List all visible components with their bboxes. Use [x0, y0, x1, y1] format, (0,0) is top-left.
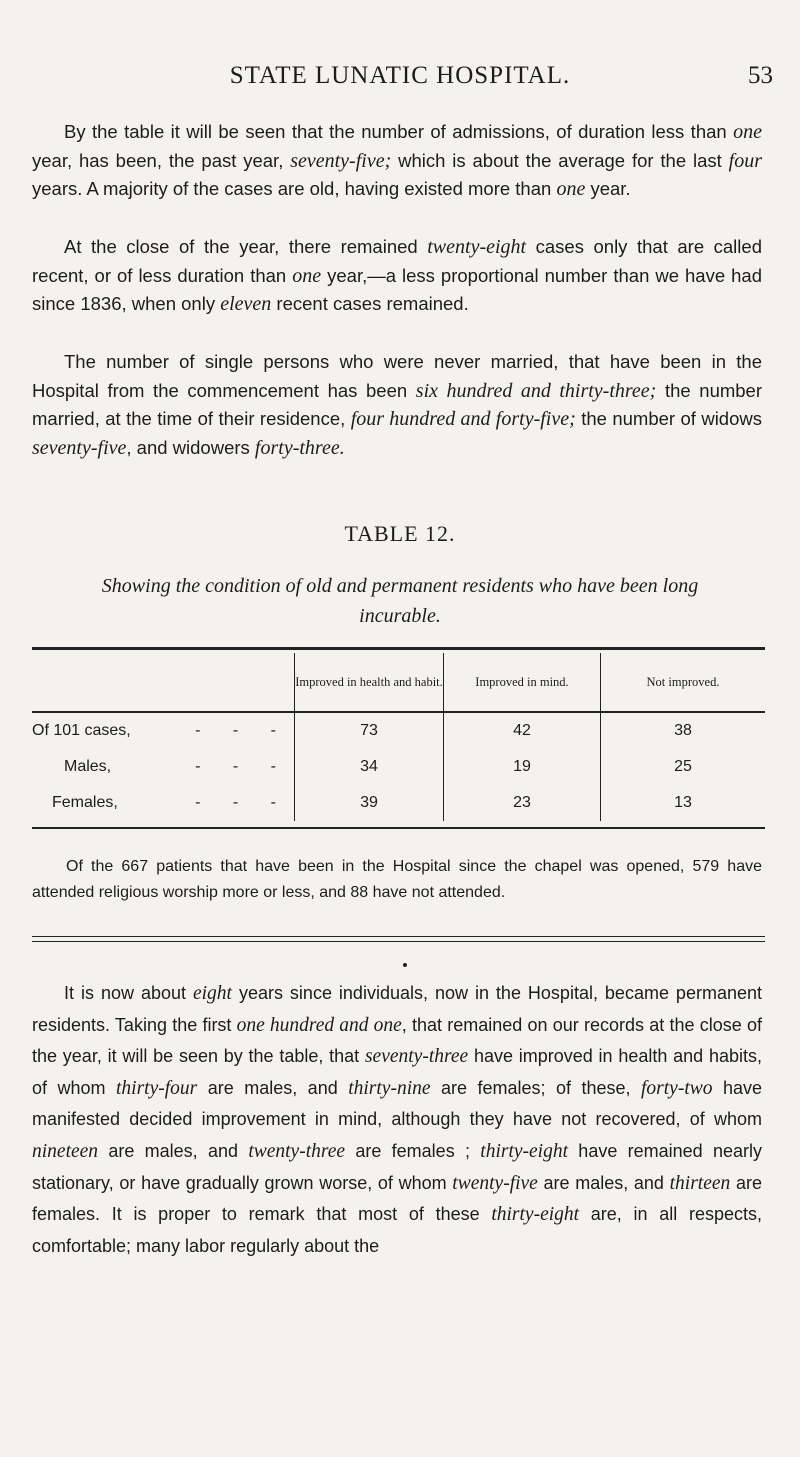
- paragraph-admissions: [32, 118, 762, 204]
- emphasis-text: seventy-five;: [290, 149, 392, 172]
- text-run: have improved in health and habits, of whom: [32, 1046, 763, 1098]
- emphasis-text: seventy-three: [364, 1046, 469, 1068]
- cell-not-improved: 25: [601, 749, 766, 785]
- section-rule-upper: [32, 936, 765, 937]
- section-rule-lower: [32, 941, 765, 942]
- emphasis-text: eleven: [220, 293, 272, 316]
- emphasis-text: eight: [192, 983, 232, 1004]
- emphasis-text: seventy-five: [32, 436, 127, 459]
- text-run: are females; of these,: [430, 1077, 641, 1098]
- text-run: cases only that are called recent, or of less duration than: [32, 236, 762, 286]
- emphasis-text: forty-three.: [254, 436, 345, 459]
- row-label: [32, 785, 295, 821]
- text-run: year,—a less proportional number than we have had since 1836, when only: [32, 264, 762, 315]
- condition-table: [32, 653, 765, 821]
- text-run: , that remained on our records at the close of the year, it will be seen by the table, that: [32, 1014, 762, 1067]
- chapel-note: [32, 854, 762, 906]
- cell-mind: 19: [444, 749, 601, 785]
- text-run: are males, and: [537, 1172, 670, 1193]
- emphasis-text: four: [728, 149, 762, 172]
- table-row: [32, 712, 765, 749]
- cell-not-improved: 38: [601, 712, 766, 749]
- text-run: are females. It is proper to remark that most of these: [32, 1172, 762, 1225]
- table-corner: [32, 653, 295, 712]
- table-row: [32, 785, 765, 821]
- row-label: [32, 749, 295, 785]
- running-header: [0, 62, 800, 92]
- emphasis-text: thirteen: [669, 1172, 731, 1194]
- cell-health: 39: [295, 785, 444, 821]
- table-header-row: [32, 653, 765, 712]
- text-run: are males, and: [98, 1140, 249, 1161]
- cell-mind: 42: [444, 712, 601, 749]
- text-run: years. A majority of the cases are old, having existed more than: [32, 178, 557, 200]
- text-run: year, has been, the past year,: [32, 149, 291, 171]
- leader-dashes: - - -: [195, 722, 290, 739]
- emphasis-text: forty-two: [641, 1077, 713, 1099]
- paragraph-recent-cases: [32, 233, 762, 319]
- emphasis-text: one: [292, 264, 322, 287]
- row-label-text: Of 101 cases,: [32, 722, 131, 739]
- text-run: It is now about: [64, 983, 193, 1003]
- text-run: are females ;: [345, 1140, 481, 1161]
- table-top-rule: [32, 647, 765, 650]
- row-label-text: Males,: [64, 758, 112, 775]
- chapel-note-text: Of the 667 patients that have been in the Hospital since the chapel was opened, 579 have attended religious worship more or less, and 88 have not attended.: [32, 858, 762, 901]
- text-run: By the table it will be seen that the number of admissions, of duration less than: [64, 121, 734, 142]
- text-run: have remained nearly stationary, or have gradually grown worse, of whom: [32, 1140, 762, 1193]
- table-heading: TABLE 12.: [344, 521, 456, 546]
- text-run: years since individuals, now in the Hospital, became permanent residents. Taking the first: [32, 983, 762, 1035]
- table-bottom-rule: [32, 827, 765, 829]
- text-run: are males, and: [197, 1077, 349, 1098]
- emphasis-text: twenty-five: [452, 1172, 538, 1194]
- column-header-health: Improved in health and habit.: [295, 653, 444, 712]
- emphasis-text: six hundred and thirty-three;: [415, 379, 657, 402]
- cell-not-improved: 13: [601, 785, 766, 821]
- column-header-mind: Improved in mind.: [444, 653, 601, 712]
- cell-mind: 23: [444, 785, 601, 821]
- row-label-text: Females,: [52, 794, 118, 811]
- emphasis-text: twenty-three: [248, 1140, 346, 1162]
- emphasis-text: twenty-eight: [427, 236, 527, 258]
- emphasis-text: thirty-eight: [480, 1140, 569, 1162]
- section-mark: [403, 963, 407, 967]
- emphasis-text: one hundred and one: [236, 1014, 402, 1036]
- emphasis-text: thirty-eight: [491, 1204, 580, 1226]
- emphasis-text: one: [733, 121, 762, 143]
- text-run: The number of single persons who were never married, that have been in the Hospital from the commencement has been: [32, 351, 762, 401]
- text-run: recent cases remained.: [271, 293, 469, 315]
- text-run: the number married, at the time of their residence,: [32, 379, 763, 430]
- text-run: year.: [585, 178, 631, 200]
- leader-dashes: - - -: [195, 794, 290, 811]
- leader-dashes: - - -: [195, 758, 290, 775]
- emphasis-text: four hundred and forty-five;: [350, 408, 576, 431]
- paragraph-marital-status: [32, 348, 762, 462]
- page-number: 53: [748, 62, 773, 89]
- cell-health: 73: [295, 712, 444, 749]
- emphasis-text: one: [556, 178, 586, 201]
- emphasis-text: thirty-nine: [348, 1077, 431, 1099]
- text-run: have manifested decided improvement in mind, although they have not recovered, of whom: [32, 1077, 763, 1130]
- text-run: the number of widows: [575, 408, 762, 430]
- running-title: STATE LUNATIC HOSPITAL.: [229, 62, 571, 89]
- paragraph-permanent-residents: [32, 978, 762, 1262]
- text-run: are, in all respects, comfortable; many labor regularly about the: [32, 1204, 762, 1256]
- text-run: At the close of the year, there remained: [64, 236, 428, 257]
- table-row: [32, 749, 765, 785]
- table-caption: Showing the condition of old and permanent residents who have been long incurable.: [101, 575, 699, 627]
- emphasis-text: thirty-four: [115, 1077, 198, 1099]
- text-run: , and widowers: [126, 436, 255, 458]
- emphasis-text: nineteen: [32, 1140, 99, 1162]
- column-header-not-improved: Not improved.: [601, 653, 766, 712]
- cell-health: 34: [295, 749, 444, 785]
- text-run: which is about the average for the last: [391, 149, 729, 171]
- row-label: [32, 712, 295, 749]
